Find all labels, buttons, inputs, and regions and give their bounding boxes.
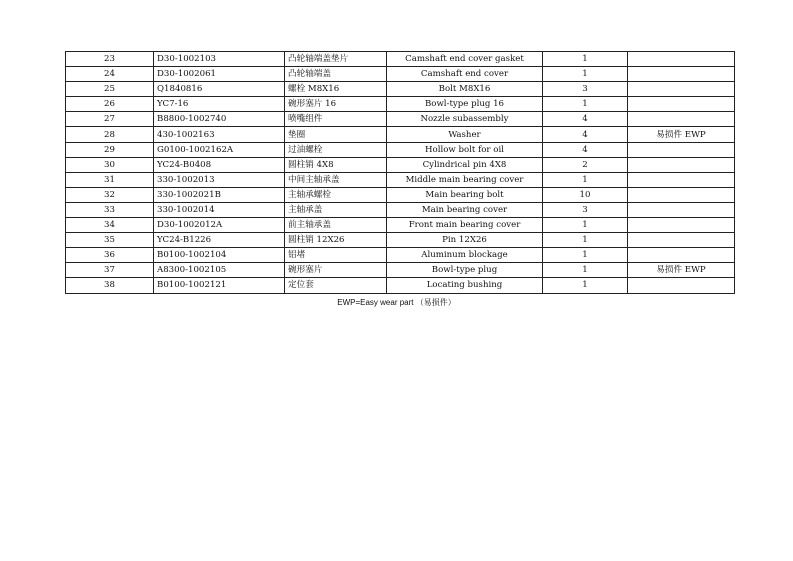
cell-remark xyxy=(628,172,735,187)
footnote: EWP=Easy wear part （易损件） xyxy=(337,298,456,307)
cell-name-chinese: 碗形塞片 16 xyxy=(285,97,387,112)
cell-name-chinese: 垫圈 xyxy=(285,127,387,142)
cell-item-number: 32 xyxy=(66,187,154,202)
cell-name-english: Front main bearing cover xyxy=(387,218,543,233)
cell-item-number: 30 xyxy=(66,157,154,172)
cell-quantity: 4 xyxy=(543,127,628,142)
cell-quantity: 1 xyxy=(543,278,628,293)
cell-item-number: 33 xyxy=(66,202,154,217)
cell-part-number: D30-1002103 xyxy=(154,52,285,67)
cell-quantity: 1 xyxy=(543,248,628,263)
cell-remark xyxy=(628,97,735,112)
table-row xyxy=(66,248,735,263)
cell-name-chinese: 凸轮轴端盖垫片 xyxy=(285,52,387,67)
cell-quantity: 3 xyxy=(543,202,628,217)
cell-name-english: Hollow bolt for oil xyxy=(387,142,543,157)
cell-item-number: 28 xyxy=(66,127,154,142)
cell-part-number: B8800-1002740 xyxy=(154,112,285,127)
cell-name-english: Locating bushing xyxy=(387,278,543,293)
cell-name-english: Nozzle subassembly xyxy=(387,112,543,127)
cell-name-chinese: 凸轮轴端盖 xyxy=(285,67,387,82)
cell-quantity: 1 xyxy=(543,67,628,82)
cell-part-number: 430-1002163 xyxy=(154,127,285,142)
cell-name-chinese: 圆柱销 12X26 xyxy=(285,233,387,248)
cell-item-number: 25 xyxy=(66,82,154,97)
cell-name-english: Cylindrical pin 4X8 xyxy=(387,157,543,172)
cell-name-english: Middle main bearing cover xyxy=(387,172,543,187)
cell-remark: 易损件 EWP xyxy=(628,127,735,142)
cell-remark xyxy=(628,67,735,82)
table-row xyxy=(66,263,735,278)
cell-quantity: 1 xyxy=(543,172,628,187)
table-row xyxy=(66,202,735,217)
cell-remark: 易损件 EWP xyxy=(628,263,735,278)
cell-part-number: YC24-B1226 xyxy=(154,233,285,248)
cell-item-number: 27 xyxy=(66,112,154,127)
parts-table xyxy=(65,51,735,294)
table-row xyxy=(66,67,735,82)
cell-name-english: Bolt M8X16 xyxy=(387,82,543,97)
cell-item-number: 29 xyxy=(66,142,154,157)
cell-name-english: Main bearing bolt xyxy=(387,187,543,202)
cell-name-english: Camshaft end cover xyxy=(387,67,543,82)
cell-item-number: 34 xyxy=(66,218,154,233)
table-row xyxy=(66,127,735,142)
cell-item-number: 31 xyxy=(66,172,154,187)
cell-name-english: Aluminum blockage xyxy=(387,248,543,263)
cell-name-chinese: 主轴承螺栓 xyxy=(285,187,387,202)
cell-remark xyxy=(628,278,735,293)
cell-remark xyxy=(628,248,735,263)
cell-part-number: A8300-1002105 xyxy=(154,263,285,278)
cell-name-chinese: 碗形塞片 xyxy=(285,263,387,278)
cell-quantity: 1 xyxy=(543,52,628,67)
cell-name-english: Washer xyxy=(387,127,543,142)
cell-name-chinese: 前主轴承盖 xyxy=(285,218,387,233)
cell-remark xyxy=(628,82,735,97)
cell-quantity: 3 xyxy=(543,82,628,97)
cell-quantity: 2 xyxy=(543,157,628,172)
cell-remark xyxy=(628,233,735,248)
cell-part-number: B0100-1002104 xyxy=(154,248,285,263)
cell-remark xyxy=(628,112,735,127)
cell-name-chinese: 螺栓 M8X16 xyxy=(285,82,387,97)
table-row xyxy=(66,82,735,97)
cell-name-chinese: 中间主轴承盖 xyxy=(285,172,387,187)
cell-item-number: 37 xyxy=(66,263,154,278)
cell-remark xyxy=(628,187,735,202)
cell-part-number: 330-1002013 xyxy=(154,172,285,187)
cell-part-number: 330-1002014 xyxy=(154,202,285,217)
cell-remark xyxy=(628,202,735,217)
cell-item-number: 36 xyxy=(66,248,154,263)
cell-part-number: D30-1002061 xyxy=(154,67,285,82)
cell-remark xyxy=(628,52,735,67)
cell-item-number: 35 xyxy=(66,233,154,248)
cell-part-number: B0100-1002121 xyxy=(154,278,285,293)
cell-remark xyxy=(628,157,735,172)
cell-quantity: 4 xyxy=(543,112,628,127)
table-row xyxy=(66,97,735,112)
cell-remark xyxy=(628,218,735,233)
cell-item-number: 26 xyxy=(66,97,154,112)
cell-name-chinese: 圆柱销 4X8 xyxy=(285,157,387,172)
cell-name-english: Bowl-type plug 16 xyxy=(387,97,543,112)
cell-quantity: 4 xyxy=(543,142,628,157)
cell-name-chinese: 喷嘴组件 xyxy=(285,112,387,127)
cell-part-number: YC7-16 xyxy=(154,97,285,112)
cell-name-chinese: 主轴承盖 xyxy=(285,202,387,217)
cell-quantity: 1 xyxy=(543,263,628,278)
cell-quantity: 1 xyxy=(543,218,628,233)
table-row xyxy=(66,187,735,202)
cell-part-number: 330-1002021B xyxy=(154,187,285,202)
cell-part-number: D30-1002012A xyxy=(154,218,285,233)
table-row xyxy=(66,157,735,172)
cell-name-english: Pin 12X26 xyxy=(387,233,543,248)
cell-remark xyxy=(628,142,735,157)
parts-table-body xyxy=(66,52,735,294)
cell-item-number: 23 xyxy=(66,52,154,67)
table-row xyxy=(66,52,735,67)
cell-quantity: 10 xyxy=(543,187,628,202)
cell-name-english: Camshaft end cover gasket xyxy=(387,52,543,67)
cell-name-chinese: 定位套 xyxy=(285,278,387,293)
table-row xyxy=(66,233,735,248)
table-row xyxy=(66,112,735,127)
cell-name-chinese: 过油螺栓 xyxy=(285,142,387,157)
table-row xyxy=(66,172,735,187)
table-row xyxy=(66,142,735,157)
cell-name-chinese: 铝堵 xyxy=(285,248,387,263)
cell-name-english: Main bearing cover xyxy=(387,202,543,217)
cell-part-number: Q1840816 xyxy=(154,82,285,97)
table-row xyxy=(66,278,735,293)
cell-item-number: 38 xyxy=(66,278,154,293)
cell-part-number: YC24-B0408 xyxy=(154,157,285,172)
cell-item-number: 24 xyxy=(66,67,154,82)
table-row xyxy=(66,218,735,233)
cell-part-number: G0100-1002162A xyxy=(154,142,285,157)
cell-quantity: 1 xyxy=(543,97,628,112)
cell-quantity: 1 xyxy=(543,233,628,248)
cell-name-english: Bowl-type plug xyxy=(387,263,543,278)
